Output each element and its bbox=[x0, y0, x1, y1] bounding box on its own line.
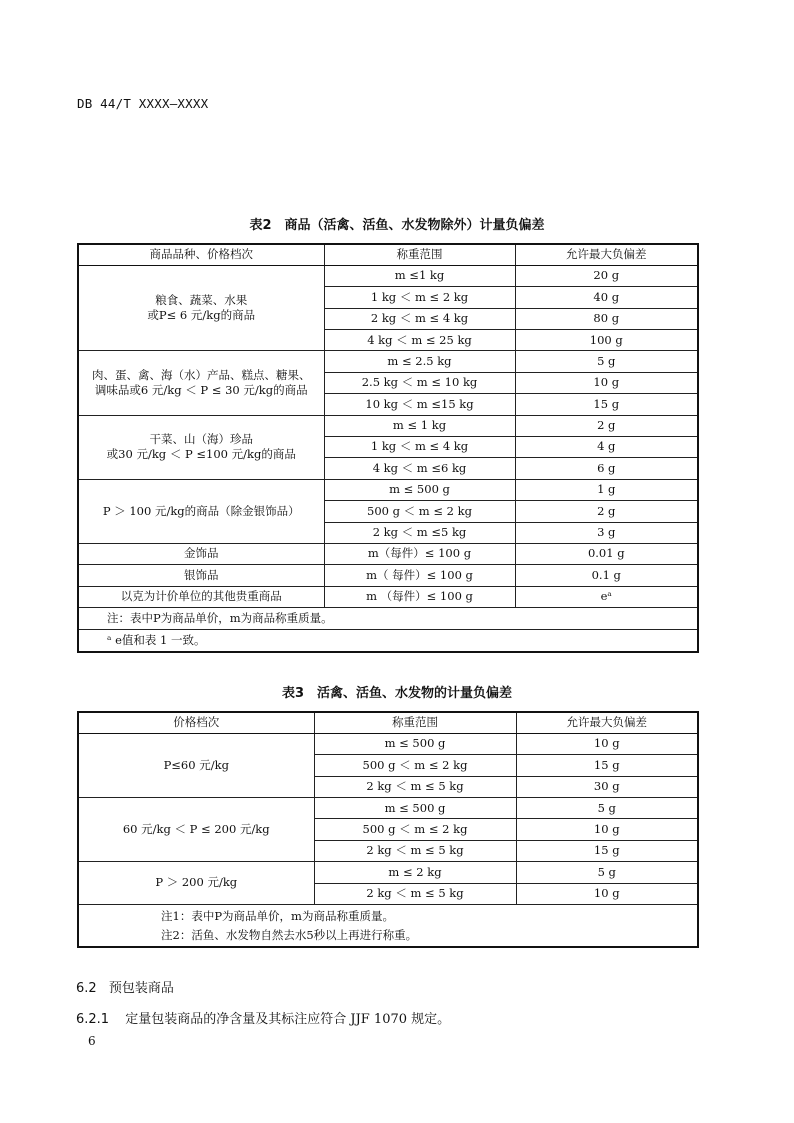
range-cell: m （每件）≤ 100 g bbox=[324, 586, 515, 607]
table-note-row bbox=[78, 905, 698, 926]
deviation-cell: 2 g bbox=[515, 501, 698, 522]
range-cell: 10 kg ＜ m ≤15 kg bbox=[324, 394, 515, 415]
deviation-cell: 15 g bbox=[516, 755, 698, 776]
deviation-cell: 0.1 g bbox=[515, 565, 698, 586]
range-cell: m ≤1 kg bbox=[324, 265, 515, 286]
deviation-cell: 5 g bbox=[516, 798, 698, 819]
table2-caption: 表2 商品（活禽、活鱼、水发物除外）计量负偏差 bbox=[249, 218, 545, 233]
column-header: 商品品种、价格档次 bbox=[78, 244, 324, 265]
table-header-row bbox=[78, 244, 698, 265]
deviation-cell: eᵃ bbox=[515, 586, 698, 607]
range-cell: 4 kg ＜ m ≤6 kg bbox=[324, 458, 515, 479]
section-number: 6.2 bbox=[76, 981, 97, 996]
deviation-cell: 2 g bbox=[515, 415, 698, 436]
table-footnote-row bbox=[78, 630, 698, 653]
category-cell: 干菜、山（海）珍品 或30 元/kg ＜ P ≤100 元/kg的商品 bbox=[78, 415, 324, 479]
range-cell: 2 kg ＜ m ≤ 5 kg bbox=[314, 840, 516, 861]
deviation-cell: 15 g bbox=[515, 394, 698, 415]
category-cell: 肉、蛋、禽、海（水）产品、糕点、糖果、 调味品或6 元/kg ＜ P ≤ 30 元/kg的商品 bbox=[78, 351, 324, 415]
category-cell: 银饰品 bbox=[78, 565, 324, 586]
table-note: 注：表中P为商品单价，m为商品称重质量。 bbox=[78, 608, 698, 630]
table-row bbox=[78, 265, 698, 286]
range-cell: m（ 每件）≤ 100 g bbox=[324, 565, 515, 586]
category-cell: 粮食、蔬菜、水果 或P≤ 6 元/kg的商品 bbox=[78, 265, 324, 351]
document-code: DB 44/T XXXX—XXXX bbox=[77, 96, 209, 111]
section-title: 预包装商品 bbox=[108, 981, 174, 996]
column-header: 价格档次 bbox=[78, 712, 314, 733]
table-note-row bbox=[78, 608, 698, 630]
deviation-cell: 10 g bbox=[516, 733, 698, 754]
deviation-cell: 0.01 g bbox=[515, 543, 698, 564]
range-cell: m ≤ 500 g bbox=[324, 479, 515, 500]
table-row bbox=[78, 543, 698, 564]
range-cell: 4 kg ＜ m ≤ 25 kg bbox=[324, 330, 515, 351]
column-header: 称重范围 bbox=[324, 244, 515, 265]
category-cell: P ＞ 200 元/kg bbox=[78, 862, 314, 905]
table-row bbox=[78, 733, 698, 754]
table-row bbox=[78, 586, 698, 607]
table-note-row bbox=[78, 926, 698, 947]
range-cell: 2 kg ＜ m ≤ 5 kg bbox=[314, 883, 516, 904]
clause-number: 6.2.1 bbox=[76, 1012, 110, 1027]
section-heading bbox=[76, 977, 174, 996]
range-cell: m ≤ 2.5 kg bbox=[324, 351, 515, 372]
table2 bbox=[77, 243, 699, 653]
deviation-cell: 100 g bbox=[515, 330, 698, 351]
deviation-cell: 6 g bbox=[515, 458, 698, 479]
range-cell: m ≤ 500 g bbox=[314, 798, 516, 819]
range-cell: 500 g ＜ m ≤ 2 kg bbox=[314, 755, 516, 776]
clause-paragraph bbox=[76, 1008, 450, 1027]
table-row bbox=[78, 351, 698, 372]
range-cell: 2.5 kg ＜ m ≤ 10 kg bbox=[324, 372, 515, 393]
column-header: 允许最大负偏差 bbox=[516, 712, 698, 733]
column-header: 允许最大负偏差 bbox=[515, 244, 698, 265]
category-cell: P ＞ 100 元/kg的商品（除金银饰品） bbox=[78, 479, 324, 543]
deviation-cell: 30 g bbox=[516, 776, 698, 797]
category-cell: 金饰品 bbox=[78, 543, 324, 564]
table-row bbox=[78, 862, 698, 883]
range-cell: 2 kg ＜ m ≤ 4 kg bbox=[324, 308, 515, 329]
table-row bbox=[78, 798, 698, 819]
range-cell: m（每件）≤ 100 g bbox=[324, 543, 515, 564]
deviation-cell: 20 g bbox=[515, 265, 698, 286]
deviation-cell: 10 g bbox=[516, 819, 698, 840]
table-note: 注2：活鱼、水发物自然去水5秒以上再进行称重。 bbox=[78, 926, 698, 947]
range-cell: 2 kg ＜ m ≤ 5 kg bbox=[314, 776, 516, 797]
table-note: 注1：表中P为商品单价，m为商品称重质量。 bbox=[78, 905, 698, 926]
deviation-cell: 1 g bbox=[515, 479, 698, 500]
deviation-cell: 10 g bbox=[515, 372, 698, 393]
deviation-cell: 3 g bbox=[515, 522, 698, 543]
column-header: 称重范围 bbox=[314, 712, 516, 733]
range-cell: m ≤ 1 kg bbox=[324, 415, 515, 436]
category-cell: 以克为计价单位的其他贵重商品 bbox=[78, 586, 324, 607]
page-number: 6 bbox=[88, 1034, 96, 1048]
range-cell: 500 g ＜ m ≤ 2 kg bbox=[314, 819, 516, 840]
range-cell: 1 kg ＜ m ≤ 4 kg bbox=[324, 437, 515, 458]
deviation-cell: 80 g bbox=[515, 308, 698, 329]
table3 bbox=[77, 711, 699, 948]
deviation-cell: 10 g bbox=[516, 883, 698, 904]
deviation-cell: 5 g bbox=[515, 351, 698, 372]
table-row bbox=[78, 565, 698, 586]
deviation-cell: 40 g bbox=[515, 287, 698, 308]
range-cell: 1 kg ＜ m ≤ 2 kg bbox=[324, 287, 515, 308]
category-cell: 60 元/kg ＜ P ≤ 200 元/kg bbox=[78, 798, 314, 862]
table-footnote: ᵃ e值和表 1 一致。 bbox=[78, 630, 698, 653]
deviation-cell: 15 g bbox=[516, 840, 698, 861]
table-header-row bbox=[78, 712, 698, 733]
deviation-cell: 4 g bbox=[515, 437, 698, 458]
table-row bbox=[78, 415, 698, 436]
range-cell: m ≤ 2 kg bbox=[314, 862, 516, 883]
clause-text: 定量包装商品的净含量及其标注应符合 JJF 1070 规定。 bbox=[125, 1012, 451, 1027]
range-cell: m ≤ 500 g bbox=[314, 733, 516, 754]
category-cell: P≤60 元/kg bbox=[78, 733, 314, 797]
deviation-cell: 5 g bbox=[516, 862, 698, 883]
range-cell: 500 g ＜ m ≤ 2 kg bbox=[324, 501, 515, 522]
range-cell: 2 kg ＜ m ≤5 kg bbox=[324, 522, 515, 543]
table3-caption: 表3 活禽、活鱼、水发物的计量负偏差 bbox=[281, 686, 513, 701]
table-row bbox=[78, 479, 698, 500]
